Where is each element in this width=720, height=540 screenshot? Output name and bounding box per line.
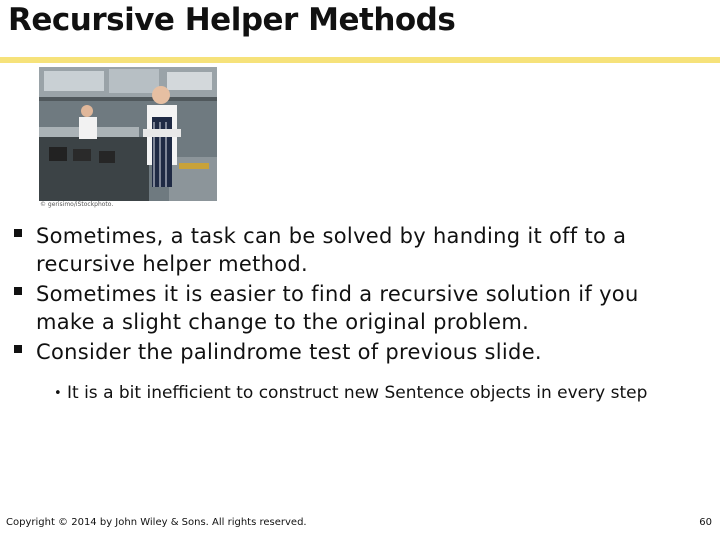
title-underline	[0, 57, 720, 63]
page-number: 60	[699, 517, 712, 528]
square-bullet-icon	[14, 229, 22, 237]
photo-credit: © gerisimo/iStockphoto.	[40, 201, 114, 208]
bullet-text: Sometimes, a task can be solved by handing it off to a recursive helper method.	[36, 224, 627, 276]
square-bullet-icon	[14, 345, 22, 353]
bullet-list	[14, 222, 704, 405]
bullet-item	[14, 222, 704, 278]
square-bullet-icon	[14, 287, 22, 295]
bullet-text: Consider the palindrome test of previous slide.	[36, 340, 542, 364]
kitchen-chefs-photo	[39, 67, 217, 201]
bullet-item	[14, 338, 704, 366]
bullet-text: Sometimes it is easier to find a recursive solution if you make a slight change to the original problem.	[36, 282, 639, 334]
sub-bullet-item	[54, 382, 704, 405]
round-bullet-icon: •	[54, 386, 62, 401]
copyright-footer: Copyright © 2014 by John Wiley & Sons. All rights reserved.	[6, 517, 307, 528]
photo-illustration	[39, 67, 217, 201]
slide-title: Recursive Helper Methods	[8, 2, 456, 38]
bullet-item	[14, 280, 704, 336]
sub-bullet-text: It is a bit inefficient to construct new Sentence objects in every step	[67, 383, 648, 403]
